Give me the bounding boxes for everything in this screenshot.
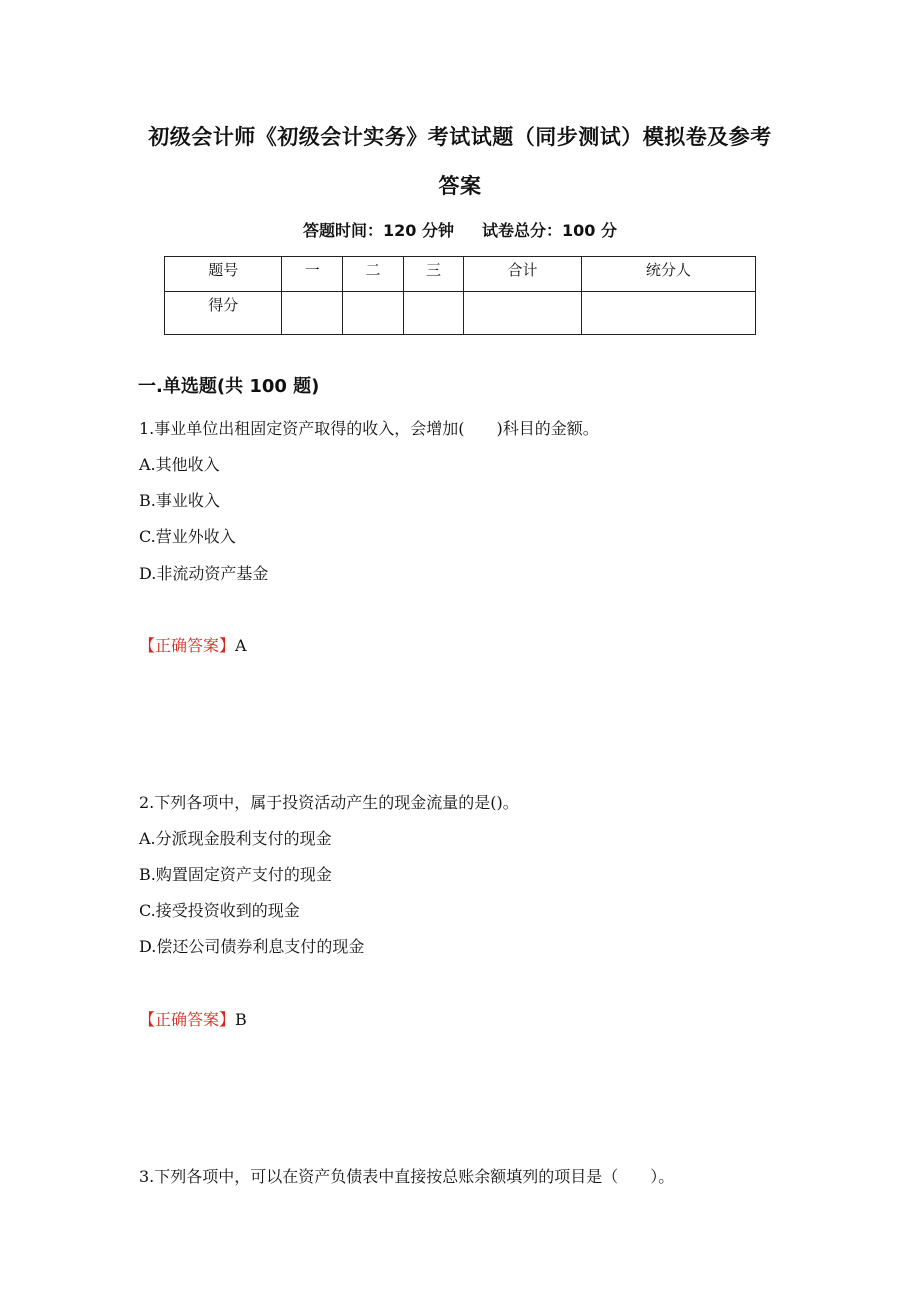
exam-info (0, 218, 920, 241)
exam-time: 答题时间：120 分钟 (303, 221, 454, 240)
question-2-option-d: D.偿还公司债券利息支付的现金 (139, 937, 365, 956)
score-table-header: 二 (343, 257, 404, 292)
answer-value: B (235, 1010, 247, 1029)
score-table-header: 统分人 (581, 257, 755, 292)
score-table-header: 题号 (165, 257, 282, 292)
score-table-score-row (165, 292, 756, 335)
score-cell (581, 292, 755, 335)
document-title-line-2: 答案 (438, 174, 482, 198)
score-cell (403, 292, 464, 335)
question-2-option-b: B.购置固定资产支付的现金 (139, 865, 332, 884)
score-cell (343, 292, 404, 335)
question-2-answer (139, 1007, 247, 1030)
score-row-label: 得分 (165, 292, 282, 335)
question-2-option-c: C.接受投资收到的现金 (139, 901, 300, 920)
answer-label: 【正确答案】 (139, 1010, 236, 1029)
section-title: 一.单选题(共 100 题) (138, 376, 320, 397)
score-cell (464, 292, 581, 335)
score-table-header: 合计 (464, 257, 581, 292)
score-table-header: 一 (282, 257, 343, 292)
score-table-header: 三 (403, 257, 464, 292)
answer-value: A (235, 636, 247, 655)
question-3-stem: 3.下列各项中，可以在资产负债表中直接按总账余额填列的项目是（ ）。 (139, 1167, 675, 1186)
question-1-option-b: B.事业收入 (139, 491, 220, 510)
question-2-stem: 2.下列各项中，属于投资活动产生的现金流量的是()。 (139, 793, 519, 812)
score-cell (282, 292, 343, 335)
exam-total-score: 试卷总分：100 分 (482, 221, 617, 240)
question-1-stem: 1.事业单位出租固定资产取得的收入，会增加( )科目的金额。 (139, 419, 599, 438)
score-table-header-row (165, 257, 756, 292)
question-1-option-a: A.其他收入 (139, 455, 220, 474)
score-table (164, 256, 756, 335)
question-1-option-c: C.营业外收入 (139, 527, 236, 546)
question-1-answer (139, 633, 247, 656)
answer-label: 【正确答案】 (139, 636, 236, 655)
document-title-line-1: 初级会计师《初级会计实务》考试试题（同步测试）模拟卷及参考 (148, 125, 772, 149)
question-1-option-d: D.非流动资产基金 (139, 564, 269, 583)
question-2-option-a: A.分派现金股利支付的现金 (139, 829, 332, 848)
